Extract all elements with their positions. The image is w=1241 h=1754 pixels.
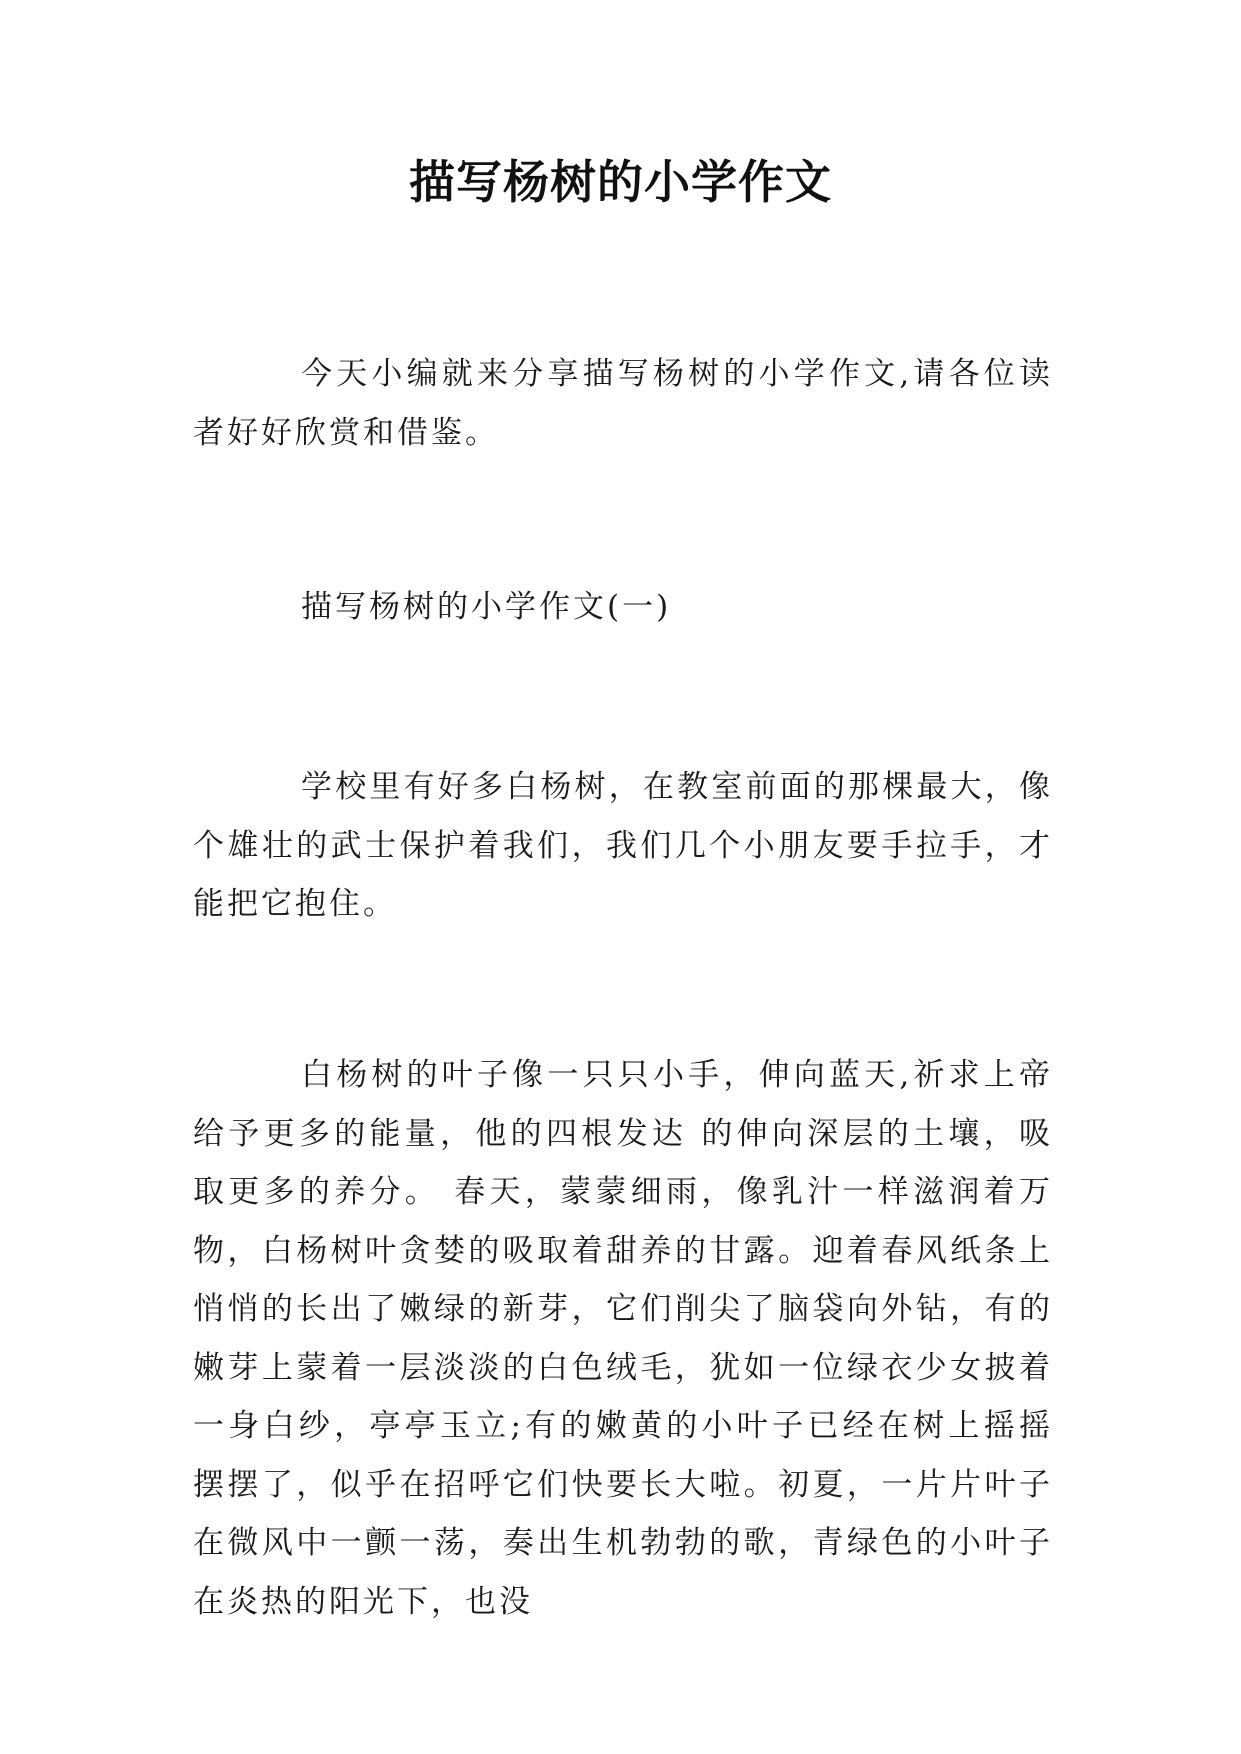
body-paragraph-1: 学校里有好多白杨树，在教室前面的那棵最大，像个雄壮的武士保护着我们，我们几个小朋友要手拉手，才能把它抱住。 [193, 769, 1053, 922]
body-paragraph-2: 白杨树的叶子像一只只小手，伸向蓝天,祈求上帝给予更多的能量，他的四根发达 的伸向深层的土壤，吸取更多的养分。 春天，蒙蒙细雨，像乳汁一样滋润着万物，白杨树叶贪婪的吸取着甜养的甘露。迎着春风纸条上悄悄的长出了嫩绿的新芽，它们削尖了脑袋向外钻，有的嫩芽上蒙着一层淡淡的白色绒毛，犹如一位绿衣少女披着一身白纱，亭亭玉立;有的嫩黄的小叶子已经在树上摇摇摆摆了，似乎在招呼它们快要长大啦。初夏，一片片叶子在微风中一颤一荡，奏出生机勃勃的歌，青绿色的小叶子在炎热的阳光下，也没 [193, 1057, 1053, 1620]
intro-paragraph: 今天小编就来分享描写杨树的小学作文,请各位读者好好欣赏和借鉴。 [193, 356, 1053, 451]
section-heading: 描写杨树的小学作文(一) [301, 589, 672, 625]
document-title: 描写杨树的小学作文 [409, 155, 832, 209]
